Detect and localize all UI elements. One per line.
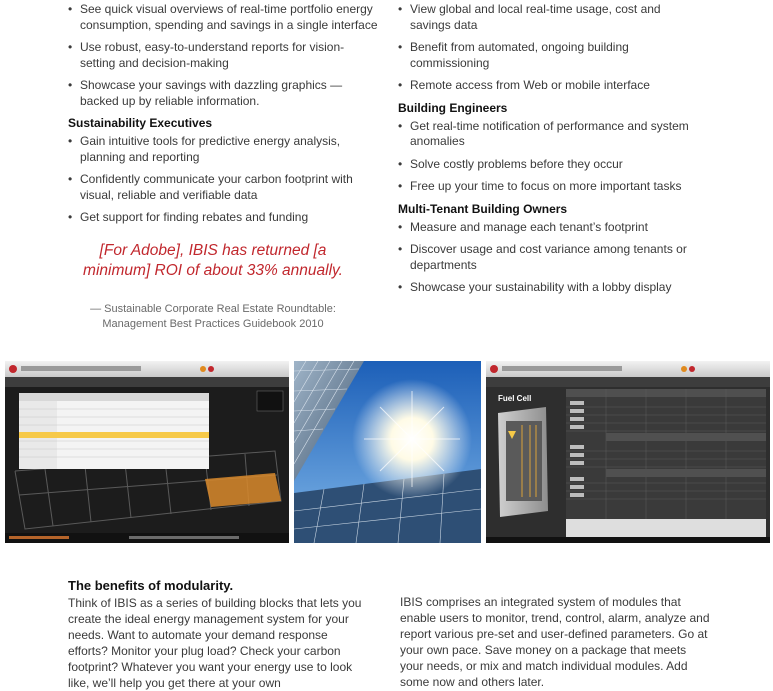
list-item: • Measure and manage each tenant’s footprint xyxy=(398,220,698,236)
panel-title: Fuel Cell xyxy=(498,394,532,403)
list-item: • Confidently communicate your carbon footprint with visual, reliable and verifiable data xyxy=(68,172,378,203)
list-item: • View global and local real-time usage, cost and savings data xyxy=(398,2,698,33)
right-column xyxy=(398,2,698,303)
multi-tenant-bullet-list xyxy=(398,220,698,296)
sustainability-bullet-list xyxy=(68,134,378,226)
list-item: • Discover usage and cost variance among tenants or departments xyxy=(398,242,698,273)
fuel-cell-image xyxy=(486,361,770,543)
list-item: • Get real-time notification of performance and system anomalies xyxy=(398,119,698,150)
list-item: • Gain intuitive tools for predictive energy analysis, planning and reporting xyxy=(68,134,378,165)
list-item: • Showcase your sustainability with a lobby display xyxy=(398,280,698,296)
list-item: • Get support for finding rebates and funding xyxy=(68,210,378,226)
benefits-left xyxy=(68,578,363,691)
fuel-cell-screenshot xyxy=(486,361,770,543)
solar-sun-image xyxy=(294,361,481,543)
quote-citation: — Sustainable Corporate Real Estate Roundtable: Management Best Practices Guidebook 2010 xyxy=(90,303,336,330)
left-column xyxy=(68,2,378,233)
software-floorplan-screenshot xyxy=(5,361,289,543)
right-top-bullet-list xyxy=(398,2,698,94)
list-item: • See quick visual overviews of real-time portfolio energy consumption, spending and savings in a single interface xyxy=(68,2,378,33)
list-item: • Use robust, easy-to-understand reports for vision-setting and decision-making xyxy=(68,40,378,71)
building-engineers-bullet-list xyxy=(398,119,698,195)
list-item: • Solve costly problems before they occur xyxy=(398,157,698,173)
list-item: • Benefit from automated, ongoing building commissioning xyxy=(398,40,698,71)
multi-tenant-heading: Multi-Tenant Building Owners xyxy=(398,201,568,216)
list-item: • Free up your time to focus on more important tasks xyxy=(398,179,698,195)
benefits-heading: The benefits of modularity. xyxy=(68,578,234,593)
list-item: • Showcase your savings with dazzling graphics — backed up by reliable information. xyxy=(68,78,378,109)
benefits-paragraph-right: IBIS comprises an integrated system of modules that enable users to monitor, trend, control, alarm, analyze and report various pre-set and user-defined parameters. Go at your own pace. Save money on a package that meets your needs, or mix and match individual modules. Add some now and others later. xyxy=(400,595,710,689)
left-top-bullet-list xyxy=(68,2,378,109)
building-engineers-heading: Building Engineers xyxy=(398,100,508,115)
solar-panel-photo xyxy=(294,361,481,543)
pull-quote: [For Adobe], IBIS has returned [a minimum] ROI of about 33% annually. xyxy=(83,242,343,279)
benefits-paragraph-left: Think of IBIS as a series of building blocks that lets you create the ideal energy management system for your needs. Want to automate your demand response efforts? Monitor your plug load? Check your carbon footprint? Whatever you want your energy use to look like, we’ll help you get there at your own xyxy=(68,596,362,690)
sustainability-heading: Sustainability Executives xyxy=(68,116,213,130)
floorplan-image xyxy=(5,361,289,543)
benefits-right xyxy=(400,594,710,690)
list-item: • Remote access from Web or mobile interface xyxy=(398,78,698,94)
